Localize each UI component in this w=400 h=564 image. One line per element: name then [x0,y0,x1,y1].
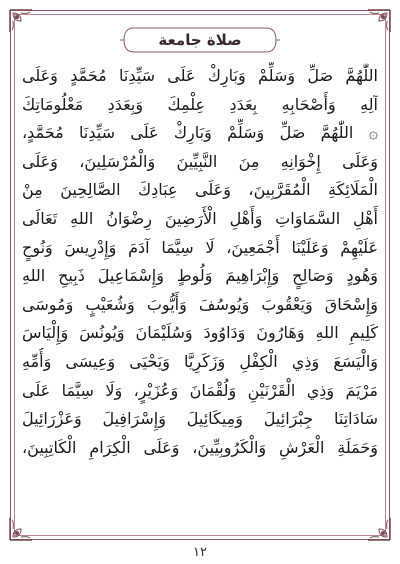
text-line: ۞ اللّٰهُمَّ صَلِّ وَسَلِّمْ وَبَارِكْ عَلَى سَيِّدِنَا مُحَمَّدٍ، [22,123,378,143]
text-line: كَلِيمِ اللهِ وَهَارُونَ وَدَاوُودَ وَسُلَيْمَانَ وَيُونُسَ وَإِلْيَاسَ [22,323,378,343]
text-line: اللّٰهُمَّ صَلِّ وَسَلِّمْ وَبَارِكْ عَلَى سَيِّدِنَا مُحَمَّدٍ وَعَلَى [22,66,378,85]
text-line: وَهُودٍ وَصَالِحٍ وَإِبْرَاهِيمَ وَلُوطٍ وَإِسْمَاعِيلَ ذَبِيحِ اللهِ [22,266,378,286]
text-line: عَلَيْهِمْ وَعَلَيْنَا أَجْمَعِينَ، لَا سِيَّمَا آدَمَ وَإِدْرِيسَ وَنُوحٍ [22,237,378,257]
text-line: وَالْيَسَعَ وَذِي الْكِفْلِ وَزَكَرِيَّا وَيَحْيَى وَعِيسَى وَأُمِّهِ [22,351,378,371]
text-line: أَهْلِ السَّمَاوَاتِ وَأَهْلِ الْأَرَضِينَ رِضْوَانُ اللهِ تَعَالَى [22,208,378,228]
corner-ornament-icon [366,8,392,34]
text-line: وَإِسْحَاقَ وَيَعْقُوبَ وَيُوسُفَ وَأَيُّوبَ وَشُعَيْبٍ وَمُوسَى [22,294,378,314]
title-cartouche [120,24,280,56]
text-line: وَحَمَلَةِ الْعَرْشِ وَالْكَرُوبِيِّينَ، وَعَلَى الْكِرَامِ الْكَاتِبِينَ، [22,437,378,457]
text-line: مَرْيَمَ وَذِي الْقَرْنَيْنِ وَلُقْمَانَ وَعُزَيْرٍ، وَلَا سِيَّمَا عَلَى [22,380,378,400]
page-number: ١٢ [193,545,207,560]
text-line: وَعَلَى إِخْوَانِهِ مِنَ النَّبِيِّينَ وَالْمُرْسَلِينَ، وَعَلَى [22,151,378,171]
prayer-text [22,62,378,522]
text-line: سَادَاتِنَا جِبْرَائِيلَ وَمِيكَائِيلَ وَإِسْرَافِيلَ وَعَزْرَائِيلَ [22,409,378,429]
page-title: صلاة جامعة [158,31,242,49]
text-line: الْمَلَائِكَةِ الْمُقَرَّبِينَ، وَعَلَى عِبَادِكَ الصَّالِحِينَ مِنْ [22,180,378,200]
corner-ornament-icon [8,8,34,34]
text-line: آلِهِ وَأَصْحَابِهِ بِعَدَدِ عِلْمِكَ وَبِعَدَدِ مَعْلُومَاتِكَ [22,94,378,114]
